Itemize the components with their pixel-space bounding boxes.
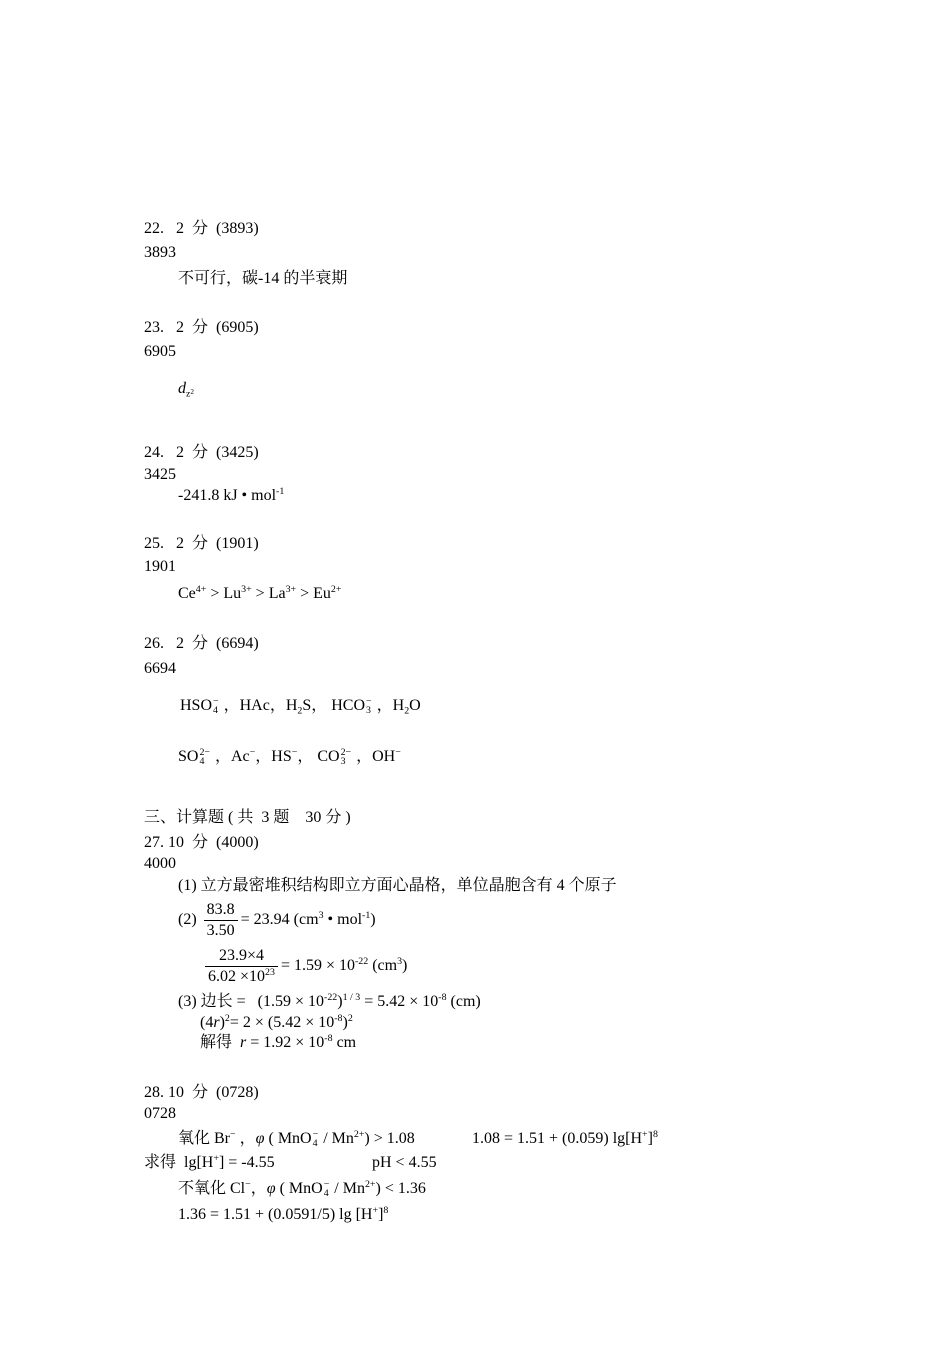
- subscript: 2: [297, 705, 303, 717]
- superscript: 2: [347, 1013, 353, 1025]
- text-run: ， CO: [297, 748, 340, 765]
- text-run: -241.8 kJ • mol: [178, 487, 277, 504]
- superscript: 2: [224, 1013, 230, 1025]
- text-run: (3) 边长 = (1.59 × 10: [178, 993, 325, 1010]
- superscript: 2+: [364, 1179, 376, 1191]
- question-code: 6905: [144, 343, 176, 360]
- text-run: (2): [178, 911, 201, 929]
- text-run: = 23.94 (cm: [240, 911, 319, 929]
- superscript: −: [230, 1129, 236, 1141]
- subscript: 4: [213, 705, 218, 717]
- superscript: -8: [438, 992, 447, 1004]
- answer-line: [202, 946, 407, 987]
- superscript: 2−: [199, 746, 210, 758]
- text-run: ): [342, 1014, 348, 1031]
- text-run: • mol: [323, 911, 363, 929]
- text-run: ( MnO: [264, 1130, 312, 1147]
- fraction-numerator: [205, 946, 278, 967]
- stacked-script: [341, 748, 352, 768]
- question-header: 26. 2 分 (6694): [144, 635, 259, 652]
- text-run: Ce: [178, 585, 196, 602]
- text-run: 氧化 Br: [178, 1130, 231, 1147]
- superscript: -22: [324, 992, 338, 1004]
- subscript: 4: [312, 1138, 318, 1150]
- question-code: 3893: [144, 244, 176, 261]
- italic-symbol: d: [178, 380, 186, 397]
- subscript: 4: [323, 1188, 329, 1200]
- question-header: 28. 10 分 (0728): [144, 1084, 259, 1101]
- superscript: −: [213, 695, 219, 707]
- superscript: 8: [383, 1205, 389, 1217]
- superscript: −: [245, 1179, 251, 1191]
- superscript: 2+: [330, 584, 342, 596]
- text-run: ，Ac: [211, 748, 250, 765]
- italic-symbol: r: [213, 1014, 220, 1031]
- superscript: −: [249, 747, 256, 759]
- subscript: 3: [340, 756, 346, 768]
- stacked-script: [313, 1130, 319, 1150]
- stacked-script: [324, 1180, 330, 1200]
- fraction: [204, 900, 238, 941]
- text-run: ): [219, 1014, 225, 1031]
- answer-line: [178, 900, 376, 941]
- text-run: cm: [332, 1034, 357, 1051]
- text-run: S， HCO: [302, 697, 366, 714]
- text-run: 1.08 = 1.51 + (0.059) lg[H: [472, 1130, 643, 1147]
- text-run: ) > 1.08: [364, 1130, 415, 1147]
- text-run: ]: [378, 1206, 384, 1223]
- text-run: > La: [251, 585, 286, 602]
- superscript: −: [312, 1128, 319, 1140]
- answer-line: [200, 1013, 353, 1033]
- superscript: −: [323, 1178, 330, 1190]
- text-run: 3.50: [206, 922, 235, 939]
- answer-line: [178, 379, 194, 399]
- text-run: (4: [200, 1014, 214, 1031]
- question-header: 24. 2 分 (3425): [144, 444, 259, 461]
- question-header: 25. 2 分 (1901): [144, 535, 259, 552]
- answer-line: [178, 876, 617, 896]
- superscript: 23: [265, 967, 275, 979]
- superscript: 1 / 3: [342, 992, 361, 1004]
- answer-line: [178, 1205, 388, 1225]
- subscript: z: [186, 388, 191, 400]
- text-run: 1.36 = 1.51 + (0.0591/5) lg [H: [178, 1206, 373, 1223]
- superscript: −: [291, 747, 298, 759]
- superscript: 3: [397, 956, 403, 968]
- stacked-script: [199, 748, 210, 768]
- text-run: = 1.92 × 10: [246, 1034, 325, 1051]
- text-run: = 2 × (5.42 × 10: [229, 1014, 335, 1031]
- question-code: 3425: [144, 466, 176, 483]
- text-run: / Mn: [319, 1130, 354, 1147]
- superscript: −: [366, 695, 372, 707]
- stacked-script: [213, 697, 219, 717]
- answer-line: [472, 1129, 658, 1149]
- text-run: ，: [250, 1180, 267, 1197]
- text-run: ]: [647, 1130, 653, 1147]
- superscript: +: [642, 1129, 648, 1141]
- superscript: 3+: [241, 584, 252, 596]
- subscript: 2: [404, 705, 410, 717]
- text-run: O: [409, 697, 421, 714]
- superscript: -8: [324, 1033, 333, 1045]
- superscript: -22: [354, 956, 369, 968]
- stacked-script: [366, 697, 372, 717]
- text-run: (cm): [446, 993, 481, 1010]
- text-run: > Eu: [296, 585, 331, 602]
- answer-line: [178, 1129, 415, 1149]
- text-run: > Lu: [206, 585, 242, 602]
- text-run: 不氧化 Cl: [178, 1180, 246, 1197]
- answer-line: [200, 1033, 356, 1053]
- superscript: 3+: [285, 584, 297, 596]
- subscript: 3: [366, 705, 371, 717]
- fraction: [205, 946, 278, 987]
- subscript: 4: [199, 756, 205, 768]
- text-run: 求得 lg[H: [144, 1154, 214, 1171]
- text-run: ): [337, 993, 343, 1010]
- text-run: 6.02 ×10: [208, 968, 266, 985]
- text-run: (cm: [368, 957, 398, 975]
- fraction-numerator: [204, 900, 238, 921]
- superscript: 2−: [340, 746, 352, 758]
- question-code: 0728: [144, 1105, 176, 1122]
- section-title: 三、计算题 ( 共 3 题 30 分 ): [144, 809, 351, 826]
- text-run: = 1.59 × 10: [280, 957, 355, 975]
- fraction-denominator: [204, 921, 238, 941]
- answer-line: [180, 696, 421, 716]
- question-code: 6694: [144, 660, 176, 677]
- italic-symbol: φ: [255, 1130, 265, 1147]
- answer-line: [178, 992, 481, 1012]
- text-run: ，: [235, 1130, 256, 1147]
- answer-line: [144, 1153, 275, 1173]
- question-code: 1901: [144, 558, 176, 575]
- text-run: (1) 立方最密堆积结构即立方面心晶格，单位晶胞含有 4 个原子: [178, 877, 617, 894]
- answer-line: [372, 1153, 437, 1173]
- text-run: ，HAc，H: [219, 697, 298, 714]
- superscript: −: [395, 747, 401, 759]
- text-run: ): [370, 911, 376, 929]
- italic-symbol: r: [240, 1034, 247, 1051]
- question-header: 23. 2 分 (6905): [144, 319, 259, 336]
- superscript: +: [213, 1153, 219, 1165]
- superscript: 2+: [353, 1129, 365, 1141]
- text-run: = 5.42 × 10: [360, 993, 439, 1010]
- answer-line: [178, 1179, 426, 1199]
- text-run: ，OH: [352, 748, 396, 765]
- text-run: ] = -4.55: [218, 1154, 275, 1171]
- text-run: 解得: [200, 1034, 241, 1051]
- superscript: -1: [276, 486, 285, 498]
- text-run: 23.9×4: [218, 947, 264, 964]
- superscript: -1: [362, 910, 371, 922]
- question-header: 22. 2 分 (3893): [144, 220, 259, 237]
- text-run: ，HS: [255, 748, 292, 765]
- text-run: ): [402, 957, 408, 975]
- text-run: HSO: [180, 697, 213, 714]
- subscript-exponent: 2: [190, 388, 194, 397]
- superscript: 8: [652, 1129, 658, 1141]
- text-run: SO: [178, 748, 199, 765]
- fraction-denominator: [205, 967, 278, 987]
- text-run: ，H: [372, 697, 405, 714]
- text-run: 83.8: [206, 901, 235, 918]
- superscript: -8: [334, 1013, 343, 1025]
- question-code: 4000: [144, 855, 176, 872]
- question-header: 27. 10 分 (4000): [144, 834, 259, 851]
- superscript: 3: [318, 910, 324, 922]
- text-run: ) < 1.36: [375, 1180, 426, 1197]
- answer-line: [178, 486, 284, 506]
- text-run: ( MnO: [275, 1180, 323, 1197]
- superscript: 4+: [195, 584, 207, 596]
- answer-line: [178, 747, 401, 767]
- answer-line: [178, 584, 341, 604]
- superscript: +: [372, 1205, 379, 1217]
- text-run: 不可行，碳-14 的半衰期: [178, 270, 348, 287]
- answer-line: [178, 269, 347, 289]
- text-run: / Mn: [330, 1180, 365, 1197]
- text-run: pH < 4.55: [372, 1154, 437, 1171]
- italic-symbol: φ: [266, 1180, 276, 1197]
